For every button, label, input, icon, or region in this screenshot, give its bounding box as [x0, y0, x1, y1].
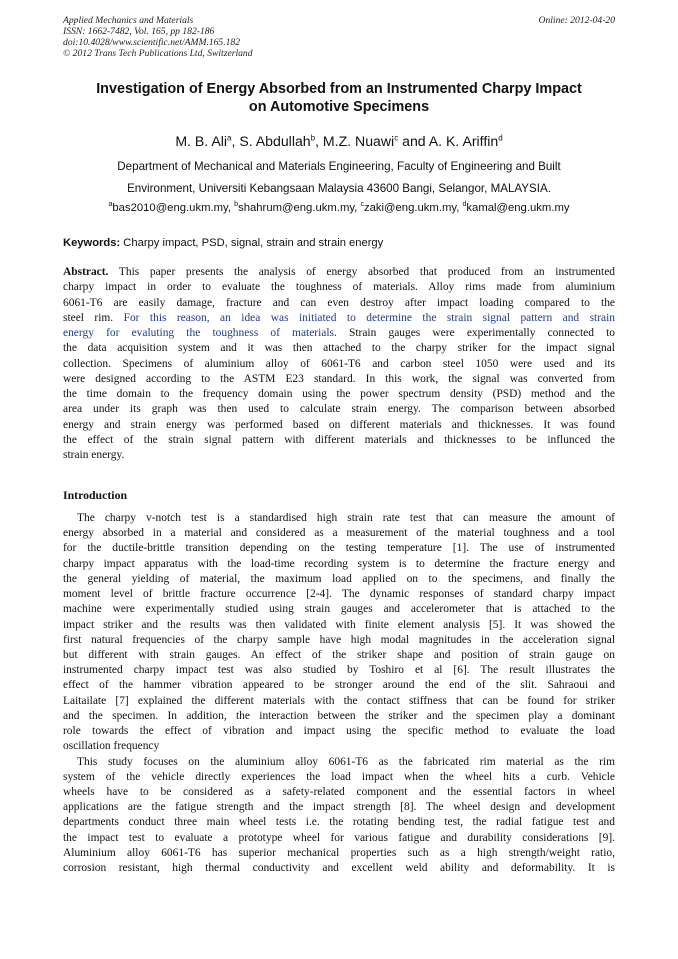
- online-date: Online: 2012-04-20: [538, 15, 615, 26]
- affiliation-line-2: Environment, Universiti Kebangsaan Malaysia 43600 Bangi, Selangor, MALAYSIA.: [127, 182, 551, 195]
- paragraph-line: energy absorbed in a material and considered as a measurement of the material toughness and a tool: [63, 527, 615, 540]
- abstract-line: were designed according to the ASTM E23 standard. In this work, the signal was converted from: [63, 372, 615, 385]
- paragraph-line: for the ductile-brittle transition depending on the testing temperature [1]. The use of instrumented: [63, 542, 615, 555]
- email-mark: c: [360, 201, 364, 209]
- abstract-line: charpy impact in order to evaluate the toughness of materials. Alloy rims made from aluminium: [63, 281, 615, 294]
- email-link[interactable]: zaki@eng.ukm.my: [363, 202, 457, 214]
- abstract-line: steel rim. For this reason, an idea was initiated to determine the strain signal pattern and strain: [63, 311, 616, 324]
- abstract-line: the data acquisition system and it was then attached to the charpy striker for the impact signal: [63, 342, 615, 355]
- author-emails: [48, 201, 630, 215]
- author-name: M. B. Ali: [175, 133, 228, 149]
- keywords-text: Charpy impact, PSD, signal, strain and strain energy: [120, 237, 384, 249]
- paragraph-line: Laitailate [7] explained the different materials with the contact stiffness that can be found for striker: [63, 694, 615, 707]
- author-name: M.Z. Nuawi: [322, 133, 395, 149]
- paragraph-line: moment level of brittle fracture occurrence [2-4]. The dynamic responses of standard charpy impact: [63, 588, 615, 601]
- section-heading: Introduction: [63, 488, 128, 502]
- abstract-line: the effect of the strain signal pattern with different materials and thicknesses to be influnced the: [63, 433, 615, 446]
- paragraph-line: departments conduct three main wheel tests i.e. the rotating bending test, the radial fatigue test and: [63, 816, 615, 829]
- issn-line: ISSN: 1662-7482, Vol. 165, pp 182-186: [63, 26, 215, 37]
- title-line-1: Investigation of Energy Absorbed from an Instrumented Charpy Impact: [96, 81, 582, 97]
- author-affil-mark: a: [227, 133, 232, 143]
- abstract-line: 6061-T6 are easily damage, fracture and can even destroy after impact loading compared to the: [63, 296, 615, 309]
- email-mark: d: [462, 201, 467, 209]
- paragraph-line: first natural frequencies of the charpy sample have high modal magnitudes in the acceleration signal: [63, 633, 615, 646]
- paragraph-line: applications are the fatigue strength and the impact strength [8]. The wheel design and development: [63, 801, 615, 814]
- abstract-line: area under its graph was then used to calculate strain energy. The comparison between absorbed: [63, 403, 615, 416]
- email-mark: b: [234, 201, 239, 209]
- abstract-line: strain energy.: [63, 449, 125, 461]
- author-list: [48, 132, 630, 150]
- paper-title: [48, 80, 630, 116]
- author-name: A. K. Ariffin: [428, 133, 499, 149]
- abstract-label: Abstract.: [63, 266, 109, 278]
- email-separator: ,: [354, 202, 361, 214]
- author-affil-mark: c: [394, 133, 399, 143]
- abstract-line: Abstract. This paper presents the analysis of energy absorbed that produced from an instrumented: [63, 266, 615, 278]
- keywords: [63, 236, 615, 250]
- paragraph-line: system of the vehicle directly experiences the load impact when the wheel hits a curb. Vehicle: [63, 770, 615, 783]
- author-separator: and: [398, 133, 429, 149]
- copyright-line: © 2012 Trans Tech Publications Ltd, Switzerland: [63, 48, 253, 59]
- email-link[interactable]: shahrum@eng.ukm.my: [238, 202, 355, 214]
- highlighted-text: energy for evaluting the toughness of materials: [63, 327, 334, 339]
- affiliation: [48, 156, 630, 200]
- author-name: S. Abdullah: [239, 133, 311, 149]
- paragraph-line: the impact test to evaluate a prototype wheel for various fatigue and durability considerations [9].: [63, 831, 615, 844]
- affiliation-line-1: Department of Mechanical and Materials Engineering, Faculty of Engineering and Built: [117, 160, 561, 173]
- doi-line: doi:10.4028/www.scientific.net/AMM.165.182: [63, 37, 241, 48]
- paragraph-line: but different with strain gauges. An effect of the striker shape and position of strain gauge on: [63, 648, 615, 661]
- email-mark: a: [108, 201, 113, 209]
- paragraph-line: the general yielding of material, the maximum load applied on to the specimens, and finally the: [63, 572, 615, 585]
- abstract-line: the time domain to the frequency domain using the power spectrum density (PSD) method and the: [63, 388, 615, 400]
- keywords-label: Keywords:: [63, 237, 121, 249]
- paragraph-line: role towards the effect of vibration and impact using the specific method to evaluate the load: [63, 725, 615, 738]
- email-link[interactable]: bas2010@eng.ukm.my: [112, 202, 228, 214]
- paragraph-line: impact striker and the results was then validated with finite element analysis [5]. It was showed the: [63, 618, 615, 631]
- email-separator: ,: [227, 202, 235, 214]
- paragraph-line: machine were experimentally studied using strain gauges and accelerometer that is attached to the: [63, 603, 615, 616]
- author-separator: ,: [231, 133, 240, 149]
- email-separator: ,: [456, 202, 463, 214]
- email-link[interactable]: kamal@eng.ukm.my: [466, 202, 570, 214]
- paragraph-line: wheels have to be considered as a safety-related component and the essential factors in wheel: [63, 785, 615, 798]
- journal-name: Applied Mechanics and Materials: [63, 15, 194, 26]
- paragraph-line: effect of the hammer vibration appeared to be stronger around the end of the slit. Sahraoui and: [63, 679, 615, 692]
- author-separator: ,: [315, 133, 323, 149]
- paragraph-line: The charpy v-notch test is a standardised high strain rate test that can measure the amount of: [77, 512, 615, 524]
- abstract-line: energy and strain energy was performed based on different materials and thicknesses. It was found: [63, 418, 615, 431]
- paragraph-line: instrumented charpy impact test was also studied by Toshiro et al [6]. The result illustrates the: [63, 664, 615, 677]
- author-affil-mark: d: [498, 133, 503, 143]
- paragraph-line: Aluminium alloy 6061-T6 has superior mechanical properties such as a high strength/weight ratio,: [63, 846, 615, 859]
- paragraph-line: This study focuses on the aluminium alloy 6061-T6 as the fabricated rim material as the rim: [77, 755, 615, 768]
- paragraph-line: oscillation frequency: [63, 740, 160, 753]
- abstract: [63, 265, 615, 463]
- title-line-2: on Automotive Specimens: [248, 99, 430, 115]
- paragraph-line: and the specimen. In addition, the interaction between the striker and the specimen play a dominant: [63, 709, 615, 722]
- abstract-line: collection. Specimens of aluminium alloy of 6061-T6 and carbon steel 1050 were used and its: [63, 357, 615, 370]
- introduction-body: [63, 511, 615, 876]
- paragraph-line: corrosion resistant, high thermal conductivity and excellent weld ability and deformability. It is: [63, 862, 615, 875]
- highlighted-text: For this reason, an idea was initiated to determine the strain signal pattern and strain: [123, 311, 616, 324]
- abstract-line: energy for evaluting the toughness of materials. Strain gauges were experimentally connected to: [63, 327, 615, 339]
- paragraph-line: charpy impact apparatus with the load-time recording system is to determine the fracture energy and: [63, 557, 615, 570]
- author-affil-mark: b: [310, 133, 316, 143]
- journal-header: [63, 15, 615, 59]
